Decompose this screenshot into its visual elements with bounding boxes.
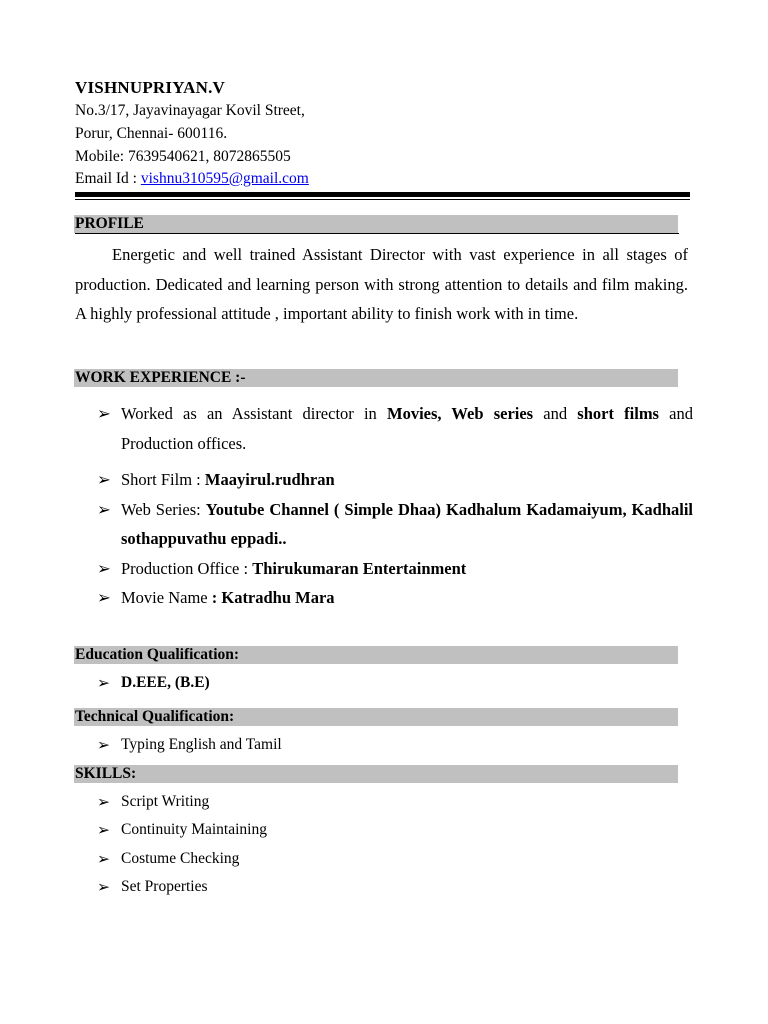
technical-list bbox=[75, 731, 693, 759]
list-item bbox=[75, 669, 693, 697]
list-item bbox=[75, 731, 693, 759]
profile-text: Energetic and well trained Assistant Director with vast experience in all stages of production. Dedicated and learning person with strong attention to details and film making. A highly professional attitude , important ability to finish work with in time. bbox=[75, 245, 688, 323]
skill-item: Script Writing bbox=[121, 793, 210, 810]
production-office-label: Production Office : bbox=[121, 558, 253, 578]
skills-heading-bar bbox=[74, 765, 678, 783]
production-office-value: Thirukumaran Entertainment bbox=[252, 558, 467, 578]
bullet-arrow-icon: ➢ bbox=[97, 588, 111, 607]
email-label: Email Id : bbox=[75, 170, 141, 187]
skills-list bbox=[75, 788, 693, 901]
profile-heading-underline bbox=[75, 233, 679, 234]
email-link[interactable]: vishnu310595@gmail.com bbox=[140, 170, 309, 187]
movie-name-value: : Katradhu Mara bbox=[211, 588, 335, 607]
work-item-bold: Movies, Web series bbox=[387, 404, 534, 423]
education-heading: Education Qualification: bbox=[75, 646, 240, 663]
address-line-2: Porur, Chennai- 600116. bbox=[75, 125, 228, 142]
technical-item: Typing English and Tamil bbox=[121, 736, 282, 753]
work-heading: WORK EXPERIENCE :- bbox=[75, 369, 252, 387]
movie-name-label: Movie Name bbox=[121, 588, 212, 607]
skill-item: Costume Checking bbox=[121, 849, 240, 867]
header-divider-thick bbox=[75, 192, 690, 197]
skills-heading: SKILLS: bbox=[75, 765, 137, 782]
bullet-arrow-icon: ➢ bbox=[97, 499, 111, 519]
skill-item: Set Properties bbox=[121, 877, 208, 895]
address-line-1: No.3/17, Jayavinayagar Kovil Street, bbox=[75, 102, 305, 119]
candidate-name: VISHNUPRIYAN.V bbox=[75, 78, 225, 97]
profile-heading: PROFILE bbox=[75, 215, 144, 232]
bullet-arrow-icon: ➢ bbox=[97, 849, 110, 868]
short-film-value: Maayirul.rudhran bbox=[204, 470, 335, 489]
bullet-arrow-icon: ➢ bbox=[97, 470, 111, 489]
bullet-arrow-icon: ➢ bbox=[97, 877, 110, 896]
bullet-arrow-icon: ➢ bbox=[97, 821, 110, 840]
work-list bbox=[75, 399, 693, 458]
list-item bbox=[75, 816, 693, 844]
header-divider-thin bbox=[75, 199, 690, 200]
bullet-arrow-icon: ➢ bbox=[97, 404, 111, 423]
list-item bbox=[75, 495, 693, 554]
bullet-arrow-icon: ➢ bbox=[97, 793, 110, 811]
bullet-arrow-icon: ➢ bbox=[97, 736, 110, 754]
education-list bbox=[75, 669, 693, 697]
work-item-text: and bbox=[533, 404, 578, 423]
education-item: D.EEE, (B.E) bbox=[121, 674, 210, 691]
profile-heading-bar bbox=[74, 215, 678, 233]
list-item bbox=[75, 845, 693, 873]
bullet-arrow-icon: ➢ bbox=[97, 558, 111, 578]
work-item-text: and Production offices. bbox=[121, 404, 693, 453]
short-film-label: Short Film : bbox=[121, 470, 205, 489]
list-item bbox=[75, 465, 693, 495]
list-item bbox=[75, 399, 693, 458]
work-item-text: Worked as an Assistant director in bbox=[121, 404, 387, 423]
list-item bbox=[75, 554, 693, 584]
list-item bbox=[75, 873, 693, 901]
web-series-value: Youtube Channel ( Simple Dhaa) Kadhalum Kadamaiyum, Kadhalil sothappuvathu eppadi.. bbox=[121, 499, 693, 548]
bullet-arrow-icon: ➢ bbox=[97, 674, 110, 692]
technical-heading: Technical Qualification: bbox=[75, 708, 235, 725]
list-item bbox=[75, 788, 693, 816]
work-item-bold: short films bbox=[577, 404, 659, 423]
email-line bbox=[75, 170, 309, 188]
skill-item: Continuity Maintaining bbox=[121, 821, 267, 839]
profile-paragraph bbox=[75, 240, 688, 329]
work-list-2 bbox=[75, 465, 693, 613]
mobile-line: Mobile: 7639540621, 8072865505 bbox=[75, 148, 291, 165]
list-item bbox=[75, 583, 693, 613]
web-series-label: Web Series: bbox=[121, 499, 206, 519]
